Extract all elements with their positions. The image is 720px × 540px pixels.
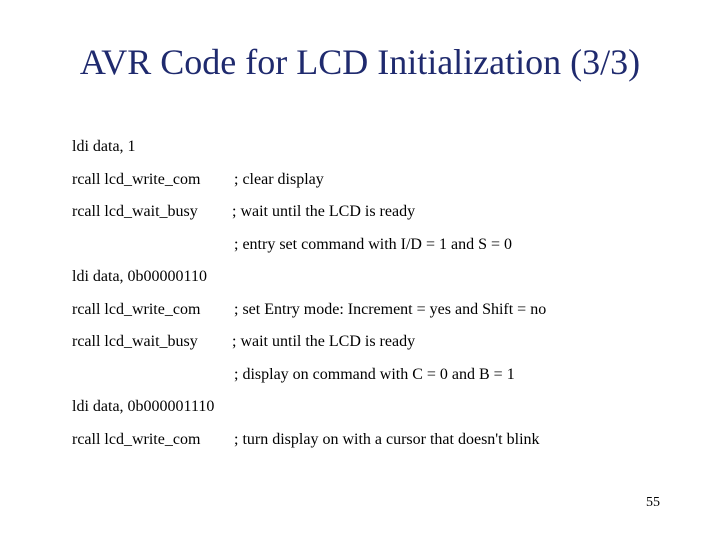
code-instruction: rcall lcd_write_com [72,171,201,188]
code-comment: ; entry set command with I/D = 1 and S = 0 [234,236,513,253]
page-number: 55 [646,495,660,510]
code-comment: ; set Entry mode: Increment = yes and Shift = no [234,301,547,318]
code-comment: ; display on command with C = 0 and B = 1 [234,366,515,383]
code-instruction: rcall lcd_write_com [72,301,201,318]
code-instruction: rcall lcd_wait_busy [72,333,198,350]
code-instruction: rcall lcd_wait_busy [72,203,198,220]
code-instruction: ldi data, 0b00000110 [72,268,207,285]
code-instruction: ldi data, 1 [72,138,136,155]
code-comment: ; wait until the LCD is ready [232,203,416,220]
code-comment: ; wait until the LCD is ready [232,333,416,350]
code-comment: ; clear display [234,171,324,188]
code-instruction: ldi data, 0b000001110 [72,398,215,415]
slide-title: AVR Code for LCD Initialization (3/3) [79,42,641,82]
code-instruction: rcall lcd_write_com [72,431,201,448]
code-comment: ; turn display on with a cursor that doesn't blink [234,431,540,448]
